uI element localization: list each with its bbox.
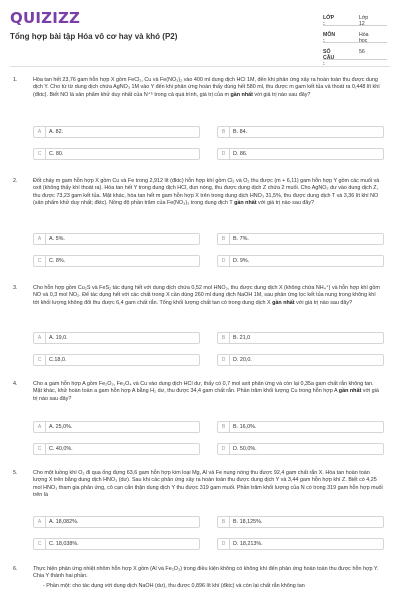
- meta-value: Hóa học: [359, 32, 369, 44]
- question-emphasis: gần nhất: [272, 299, 295, 306]
- option-b[interactable]: B B. 7%.: [217, 233, 384, 245]
- page-title: Tổng hợp bài tập Hóa vô cơ hay và khó (P2): [10, 32, 178, 41]
- meta-underline: [323, 42, 387, 43]
- option-a[interactable]: A A. 5%.: [33, 233, 200, 245]
- option-c[interactable]: C C. 40,0%.: [33, 443, 200, 455]
- option-a[interactable]: A A. 82.: [33, 126, 200, 138]
- question-number: 4.: [13, 381, 18, 387]
- question-text: Hòa tan hết 23,76 gam hỗn hợp X gồm FeCl₂, Cu và Fe(NO₃)₂ vào 400 ml dung dịch HCl 1M, đến khi phản ứng xảy ra hoàn toàn thu được dung dịch Y. Cho từ từ dung dịch chứa AgNO₃ 1M vào Y đến khi phản ứng hoàn thấy dùng hết 580 ml, thu được m gam kết tủa và thoát ra 0,448 lít khí (đktc). Biết NO là sản phẩm khử duy nhất của N⁺⁵ trong cả quá trình, giá trị của m gần nhất với giá trị nào sau đây?: [33, 77, 380, 98]
- meta-value: Lớp 12: [359, 15, 369, 27]
- question-text: Cho hỗn hợp gồm Cu₂S và FeS₂ tác dụng hết với dung dịch chứa 0,52 mol HNO₃, thu được dung dịch X (không chứa NH₄⁺) và hỗn hợp khí gồm NO và 0,3 mol NO₂. Để tác dụng hết với các chất trong X cần dùng 260 ml dung dịch NaOH 1M, sau phản ứng lọc kết tủa nung trong không khí tới khối lượng không đổi thu được 6,4 gam chất rắn. Tổng khối lượng chất tan có trong dung dịch X gần nhất với giá trị nào sau đây?: [33, 285, 380, 306]
- option-c[interactable]: C C. 80.: [33, 148, 200, 160]
- option-a[interactable]: A A. 25,0%.: [33, 421, 200, 433]
- meta-underline: [323, 25, 387, 26]
- option-d[interactable]: D D. 18,213%.: [217, 538, 384, 550]
- option-a[interactable]: A A. 18,082%.: [33, 516, 200, 528]
- option-b[interactable]: B B. 18,125%.: [217, 516, 384, 528]
- option-d[interactable]: D D. 50,0%.: [217, 443, 384, 455]
- question-number: 5.: [13, 470, 18, 476]
- question-emphasis: gần nhất: [230, 91, 253, 98]
- question-number: 6.: [13, 566, 18, 572]
- quizizz-logo: QUIZIZZ: [10, 9, 81, 27]
- header: [0, 0, 400, 68]
- option-b[interactable]: B B. 16,0%.: [217, 421, 384, 433]
- meta-label: MÔN :: [323, 32, 336, 44]
- option-c[interactable]: C C. 8%.: [33, 255, 200, 267]
- option-c[interactable]: C C.18,0.: [33, 354, 200, 366]
- question-subtext: - Phần một: cho tác dụng với dung dịch NaOH (dư), thu được 0,896 lít khí (đktc) và còn lại chất rắn không tan: [43, 582, 305, 589]
- option-b[interactable]: B B. 84.: [217, 126, 384, 138]
- meta-value: 56: [359, 49, 365, 55]
- question-emphasis: gần nhất: [338, 388, 362, 395]
- option-d[interactable]: D D. 20,0.: [217, 354, 384, 366]
- question-text: Đốt cháy m gam hỗn hợp X gồm Cu và Fe trong 2,912 lít (đktc) hỗn hợp khí gồm Cl₂ và O₂ thu được (m + 6,11) gam hỗn hợp Y gồm các muối và oxit (không thấy khí thoát ra). Hòa tan hết Y trong dung dịch HCl, đun nóng, thu được dung dịch Z chứa 2 muối. Cho AgNO₃ dư vào dung dịch Z, thu được 73,23 gam kết tủa. Mặt khác, hòa tan hết m gam hỗn hợp X trên trong dung dịch HNO₃ 31,5%, thu được dung dịch T và 3,36 lít khí NO (sản phẩm khử duy nhất; đktc). Nồng độ phần trăm của Fe(NO₃)₃ trong dung dịch T gần nhất với giá trị nào sau đây?: [33, 178, 380, 207]
- header-divider: [10, 66, 390, 67]
- question-number: 1.: [13, 77, 18, 83]
- option-d[interactable]: D D. 86.: [217, 148, 384, 160]
- option-d[interactable]: D D. 9%.: [217, 255, 384, 267]
- question-text: Cho một luồng khí O₂ đi qua ống đựng 63,6 gam hỗn hợp kim loại Mg, Al và Fe nung nóng thu được 92,4 gam chất rắn X. Hòa tan hoàn toàn lượng X trên bằng dung dịch HNO₃ (dư). Sau khi các phản ứng xảy ra hoàn toàn thu được dung dịch Y và 3,44 gam hỗn hợp khí Z. Biết có 4,25 mol HNO₃ tham gia phản ứng, cô cạn cẩn thận dung dịch Y thu được 319 gam muối. Phần trăm khối lượng của N có trong 319 gam hỗn hợp muối trên là: [33, 470, 383, 499]
- meta-underline: [323, 59, 387, 60]
- meta-label: LỚP :: [323, 15, 334, 27]
- option-c[interactable]: C C. 18,038%.: [33, 538, 200, 550]
- option-a[interactable]: A A. 19,0.: [33, 332, 200, 344]
- question-number: 3.: [13, 285, 18, 291]
- question-text: Cho a gam hỗn hợp A gồm Fe₂O₃, Fe₃O₄ và Cu vào dung dịch HCl dư, thấy có 0,7 mol axit phản ứng và còn lại 0,35a gam chất rắn không tan. Mặt khác, khử hoàn toàn a gam hỗn hợp A bằng H₂ dư, thu được 34,4 gam chất rắn. Phần trăm khối lượng Cu trong hỗn hợp A gần nhất với giá trị nào sau đây?: [33, 381, 379, 402]
- question-number: 2.: [13, 178, 18, 184]
- meta-label: SỐ CÂU :: [323, 49, 335, 67]
- question-text: Thực hiện phản ứng nhiệt nhôm hỗn hợp X gồm (Al và Fe₂O₃) trong điều kiện không có không khí đến phản ứng hoàn toàn thu được hỗn hợp Y. Chia Y thành hai phần. - Phần một: cho tác dụng với dung dịch NaOH (dư), thu được 0,896 lít khí (đktc) và còn lại chất rắn không tan: [33, 566, 383, 590]
- option-b[interactable]: B B. 21,0: [217, 332, 384, 344]
- question-emphasis: gần nhất: [234, 200, 257, 207]
